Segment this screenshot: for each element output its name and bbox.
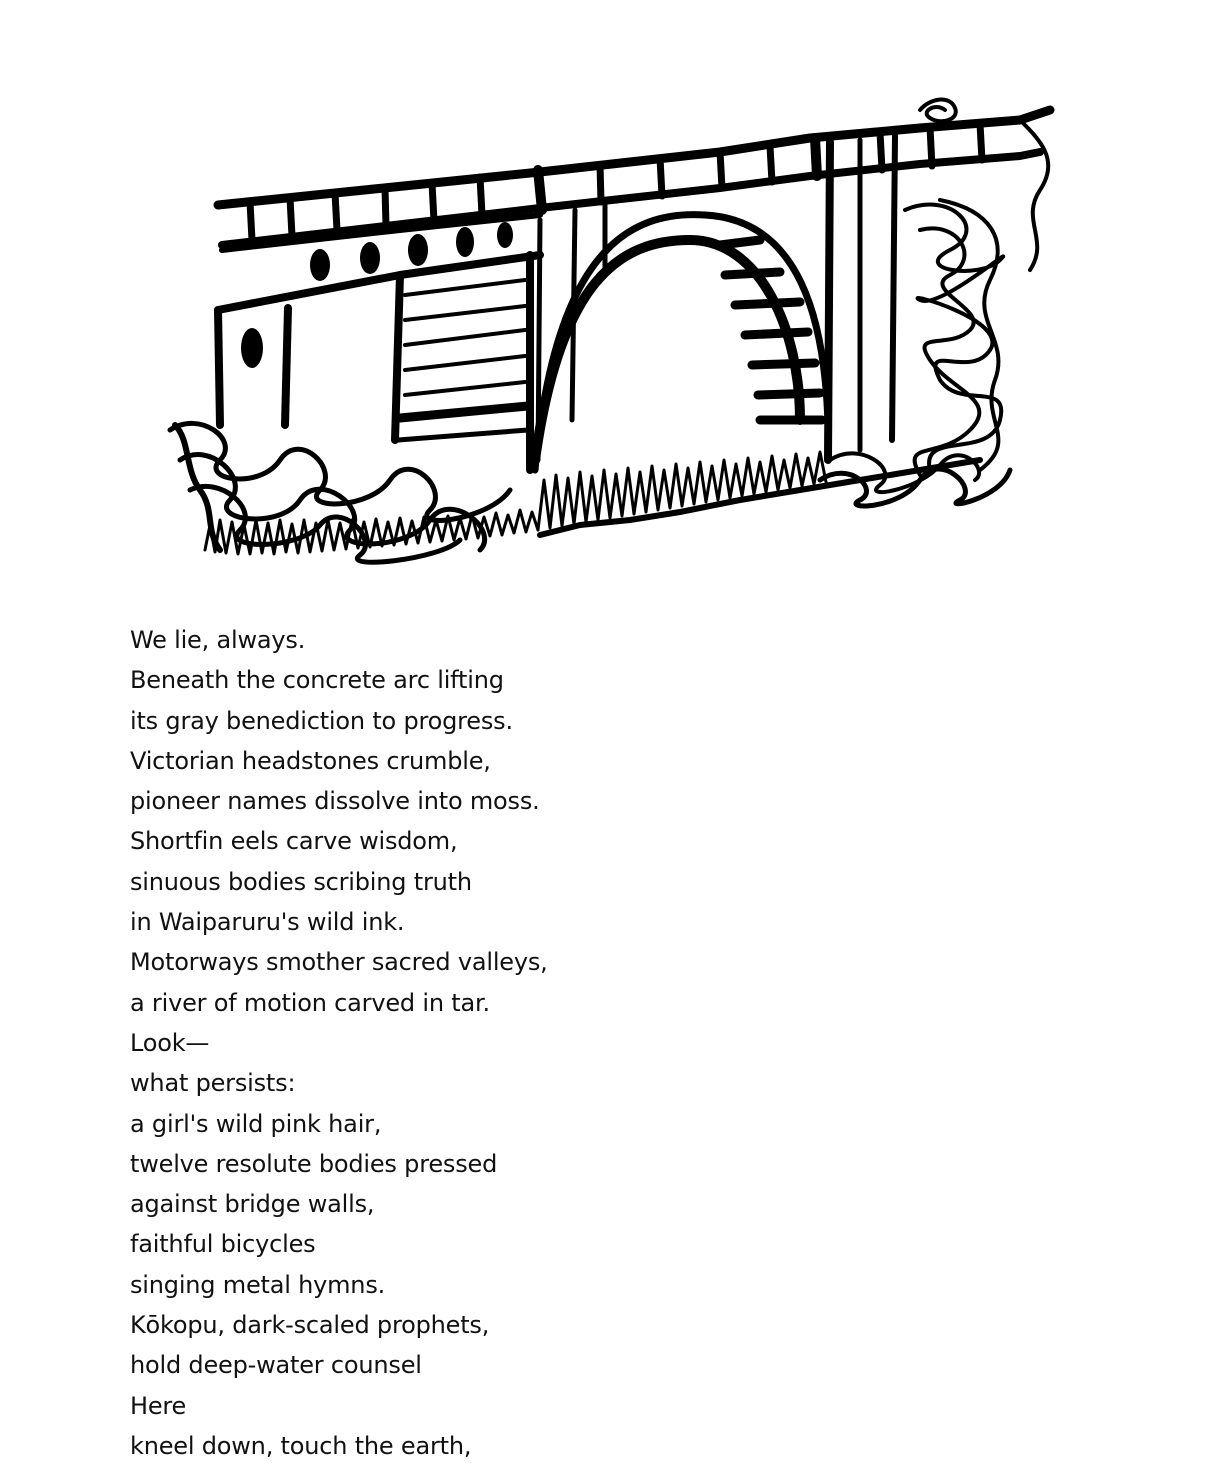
poem-line: Victorian headstones crumble, xyxy=(130,746,491,775)
poem-line: in Waiparuru's wild ink. xyxy=(130,908,405,937)
poem-line: singing metal hymns. xyxy=(130,1270,386,1299)
poem-line: Look— xyxy=(130,1028,210,1057)
bridge-illustration-icon xyxy=(160,80,1070,570)
poem-line: what persists: xyxy=(130,1069,296,1098)
poem-line: kneel down, touch the earth, xyxy=(130,1431,472,1460)
poem-line: Here xyxy=(130,1391,187,1420)
poem-line: Motorways smother sacred valleys, xyxy=(130,948,548,977)
poem-line: its gray benediction to progress. xyxy=(130,706,513,735)
poem-line: hold deep-water counsel xyxy=(130,1351,422,1380)
poem-line: Kōkopu, dark-scaled prophets, xyxy=(130,1311,490,1340)
poem-line: a river of motion carved in tar. xyxy=(130,988,490,1017)
poem-text xyxy=(130,620,548,1466)
poem-line: We lie, always. xyxy=(130,626,306,654)
poem-line: pioneer names dissolve into moss. xyxy=(130,787,540,816)
poem-line: Beneath the concrete arc lifting xyxy=(130,666,504,695)
poem-line: faithful bicycles xyxy=(130,1230,316,1259)
poem-line: twelve resolute bodies pressed xyxy=(130,1149,498,1178)
poem-line: sinuous bodies scribing truth xyxy=(130,867,472,896)
poem-line: Shortfin eels carve wisdom, xyxy=(130,827,458,856)
poem-line: against bridge walls, xyxy=(130,1190,375,1219)
poem-line: a girl's wild pink hair, xyxy=(130,1109,382,1138)
